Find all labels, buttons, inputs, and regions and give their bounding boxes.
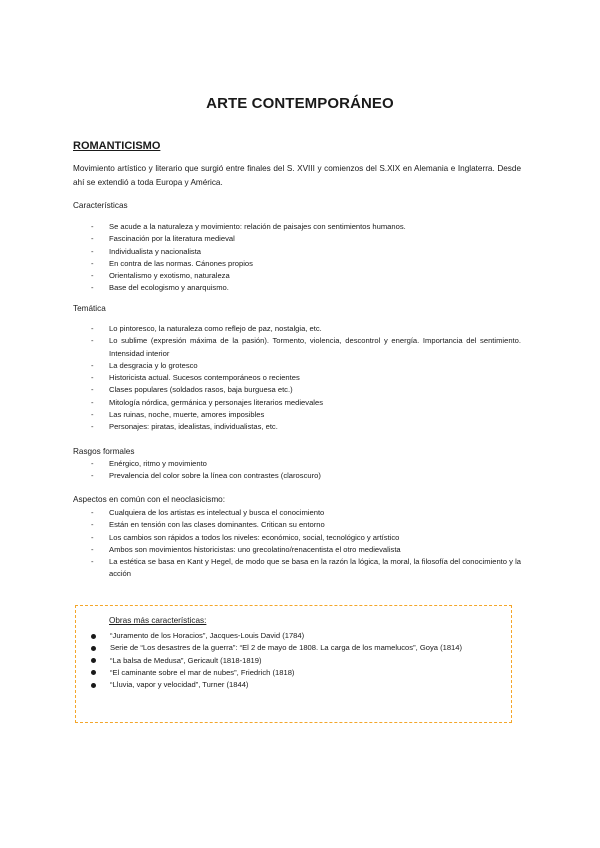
obras-box xyxy=(75,605,512,723)
list-item: - Lo sublime (expresión máxima de la pasión). Tormento, violencia, descontrol y energía. Importancia del sentimiento. Intensidad interior xyxy=(91,336,521,358)
list-item: - Orientalismo y exotismo, naturaleza xyxy=(91,271,230,281)
list-item: - Enérgico, ritmo y movimiento xyxy=(91,459,207,468)
list-item: “Lluvia, vapor y velocidad”, Turner (1844) xyxy=(89,679,499,691)
list-item: - En contra de las normas. Cánones propios xyxy=(91,258,253,268)
caracteristicas-list xyxy=(73,221,521,295)
list-item: Serie de “Los desastres de la guerra”: “El 2 de mayo de 1808. La carga de los mamelucos”, Goya (1814) xyxy=(89,642,499,654)
rasgos-heading: Rasgos formales xyxy=(73,447,135,456)
bullet-icon xyxy=(91,670,96,675)
bullet-icon xyxy=(91,634,96,639)
list-item: “La balsa de Medusa”, Gericault (1818-1819) xyxy=(89,655,499,667)
list-item: - Ambos son movimientos historicistas: uno grecolatino/renacentista el otro medievalista xyxy=(91,544,401,554)
list-item: - Historicista actual. Sucesos contemporáneos o recientes xyxy=(91,373,300,383)
list-item: “El caminante sobre el mar de nubes”, Friedrich (1818) xyxy=(89,667,499,679)
tematica-list xyxy=(73,323,521,434)
bullet-icon xyxy=(91,646,96,651)
intro-paragraph: Movimiento artístico y literario que surgió entre finales del S. XVIII y comienzos del S.XIX en Alemania e Inglaterra. Desde ahí se extendió a toda Europa y América. xyxy=(73,164,521,187)
list-item: - Se acude a la naturaleza y movimiento: relación de paisajes con sentimientos humanos. xyxy=(91,222,406,231)
list-item: - Personajes: piratas, idealistas, individualistas, etc. xyxy=(91,422,278,432)
list-item: - La estética se basa en Kant y Hegel, de modo que se basa en la razón la lógica, la moral, la filosofía del conocimiento y la acción xyxy=(91,557,521,579)
list-item: - Individualista y nacionalista xyxy=(91,246,202,256)
list-item: - Lo pintoresco, la naturaleza como reflejo de paz, nostalgia, etc. xyxy=(91,324,322,333)
caracteristicas-heading: Características xyxy=(73,201,128,210)
list-item: - Base del ecologismo y anarquismo. xyxy=(91,283,229,293)
bullet-icon xyxy=(91,683,96,688)
list-item: - Cualquiera de los artistas es intelectual y busca el conocimiento xyxy=(91,508,325,517)
rasgos-list xyxy=(73,458,521,483)
aspectos-list xyxy=(73,507,521,581)
aspectos-heading: Aspectos en común con el neoclasicismo: xyxy=(73,495,226,504)
document-title: ARTE CONTEMPORÁNEO xyxy=(206,95,394,112)
list-item: - La desgracia y lo grotesco xyxy=(91,360,198,370)
list-item: “Juramento de los Horacios”, Jacques-Louis David (1784) xyxy=(89,630,499,642)
obras-heading: Obras más características: xyxy=(109,616,207,625)
list-item: - Fascinación por la literatura medieval xyxy=(91,234,235,244)
list-item: - Clases populares (soldados rasos, baja burguesa etc.) xyxy=(91,385,293,395)
list-item: - Los cambios son rápidos a todos los niveles: económico, social, tecnológico y artístico xyxy=(91,532,400,542)
obras-list xyxy=(89,630,499,691)
tematica-heading: Temática xyxy=(73,304,106,313)
list-item: - Prevalencia del color sobre la línea con contrastes (claroscuro) xyxy=(91,471,321,481)
list-item: - Mitología nórdica, germánica y personajes literarios medievales xyxy=(91,397,323,407)
bullet-icon xyxy=(91,658,96,663)
list-item: - Las ruinas, noche, muerte, amores imposibles xyxy=(91,410,265,420)
section-heading: ROMANTICISMO xyxy=(73,140,161,152)
list-item: - Están en tensión con las clases dominantes. Critican su entorno xyxy=(91,520,325,530)
